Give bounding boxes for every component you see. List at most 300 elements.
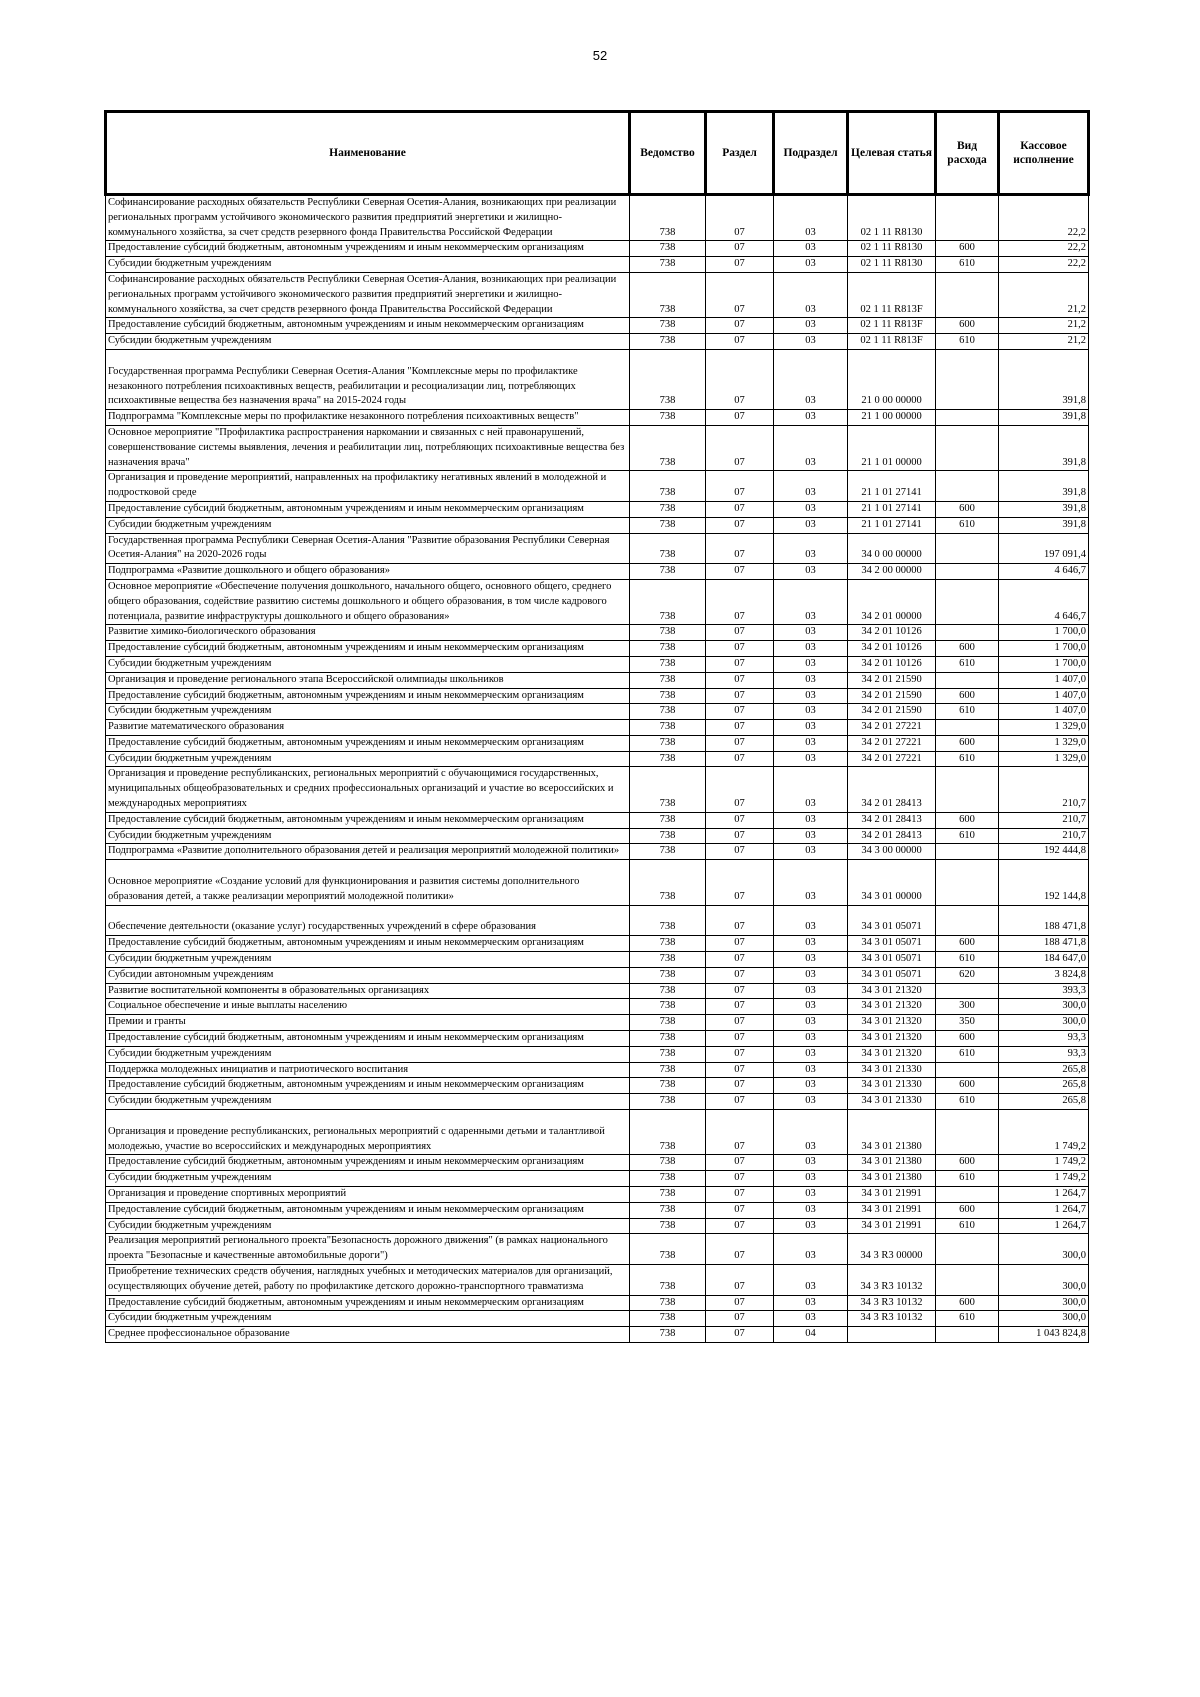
row-subsection: 03 <box>774 812 848 828</box>
table-row <box>106 1187 1089 1203</box>
table-row <box>106 767 1089 812</box>
table-row <box>106 720 1089 736</box>
row-subsection: 03 <box>774 704 848 720</box>
row-expense-type: 300 <box>936 999 999 1015</box>
row-department: 738 <box>630 1155 706 1171</box>
row-section: 07 <box>706 241 774 257</box>
row-section: 07 <box>706 1264 774 1295</box>
row-subsection: 03 <box>774 564 848 580</box>
row-expense-type: 610 <box>936 1311 999 1327</box>
row-section: 07 <box>706 1295 774 1311</box>
row-amount: 21,2 <box>999 318 1089 334</box>
row-subsection: 03 <box>774 1295 848 1311</box>
table-row <box>106 318 1089 334</box>
table-row <box>106 425 1089 470</box>
row-name: Субсидии бюджетным учреждениям <box>106 517 630 533</box>
row-subsection: 03 <box>774 579 848 624</box>
row-expense-type: 600 <box>936 1295 999 1311</box>
table-row <box>106 517 1089 533</box>
row-section: 07 <box>706 318 774 334</box>
row-amount: 1 407,0 <box>999 688 1089 704</box>
row-name: Реализация мероприятий регионального проекта"Безопасность дорожного движения" (в рамках национального проекта "Безопасные и качественные автомобильные дороги") <box>106 1234 630 1265</box>
table-row <box>106 1094 1089 1110</box>
row-department: 738 <box>630 1078 706 1094</box>
row-department: 738 <box>630 720 706 736</box>
row-expense-type <box>936 579 999 624</box>
row-section: 07 <box>706 767 774 812</box>
row-subsection: 03 <box>774 688 848 704</box>
row-amount: 93,3 <box>999 1031 1089 1047</box>
row-department: 738 <box>630 318 706 334</box>
row-subsection: 03 <box>774 1171 848 1187</box>
row-subsection: 03 <box>774 828 848 844</box>
page-number: 52 <box>592 48 608 63</box>
row-subsection: 03 <box>774 517 848 533</box>
table-row <box>106 983 1089 999</box>
row-department: 738 <box>630 1264 706 1295</box>
row-target-article: 34 2 01 27221 <box>848 720 936 736</box>
row-department: 738 <box>630 1327 706 1343</box>
table-row <box>106 905 1089 936</box>
row-department: 738 <box>630 257 706 273</box>
row-department: 738 <box>630 471 706 502</box>
row-subsection: 03 <box>774 1046 848 1062</box>
row-department: 738 <box>630 564 706 580</box>
row-section: 07 <box>706 656 774 672</box>
row-target-article: 34 2 01 21590 <box>848 688 936 704</box>
row-target-article: 34 2 01 10126 <box>848 656 936 672</box>
row-department: 738 <box>630 1094 706 1110</box>
row-expense-type <box>936 625 999 641</box>
row-expense-type <box>936 767 999 812</box>
row-section: 07 <box>706 1015 774 1031</box>
row-amount: 21,2 <box>999 334 1089 350</box>
row-department: 738 <box>630 1171 706 1187</box>
row-subsection: 03 <box>774 656 848 672</box>
row-section: 07 <box>706 625 774 641</box>
row-expense-type: 600 <box>936 1155 999 1171</box>
row-target-article: 34 2 01 28413 <box>848 767 936 812</box>
row-amount: 391,8 <box>999 425 1089 470</box>
row-amount: 1 329,0 <box>999 735 1089 751</box>
row-expense-type <box>936 1110 999 1155</box>
row-target-article: 34 3 01 21320 <box>848 1046 936 1062</box>
table-row <box>106 195 1089 241</box>
row-department: 738 <box>630 1234 706 1265</box>
row-amount: 1 264,7 <box>999 1187 1089 1203</box>
row-target-article: 34 3 01 05071 <box>848 905 936 936</box>
row-department: 738 <box>630 688 706 704</box>
row-section: 07 <box>706 1078 774 1094</box>
row-subsection: 03 <box>774 983 848 999</box>
row-name: Софинансирование расходных обязательств Республики Северная Осетия-Алания, возникающих при реализации региональных программ устойчивого экономического развития предприятий энергетики и жилищно-коммунального хозяйства, за счет средств резервного фонда Правительства Российской Федерации <box>106 272 630 317</box>
col-header-target-article: Целевая статья <box>848 112 936 195</box>
row-section: 07 <box>706 983 774 999</box>
row-subsection: 03 <box>774 860 848 905</box>
table-row <box>106 625 1089 641</box>
row-section: 07 <box>706 1218 774 1234</box>
row-target-article: 34 3 00 00000 <box>848 844 936 860</box>
row-section: 07 <box>706 1171 774 1187</box>
row-subsection: 03 <box>774 720 848 736</box>
row-amount: 4 646,7 <box>999 564 1089 580</box>
row-department: 738 <box>630 1031 706 1047</box>
row-department: 738 <box>630 272 706 317</box>
row-amount: 184 647,0 <box>999 952 1089 968</box>
row-target-article: 34 2 01 10126 <box>848 625 936 641</box>
row-amount: 1 329,0 <box>999 720 1089 736</box>
row-department: 738 <box>630 1187 706 1203</box>
row-amount: 1 407,0 <box>999 704 1089 720</box>
row-subsection: 03 <box>774 936 848 952</box>
row-amount: 1 700,0 <box>999 656 1089 672</box>
row-target-article: 34 2 01 21590 <box>848 704 936 720</box>
row-target-article: 34 3 01 21380 <box>848 1155 936 1171</box>
row-amount: 1 749,2 <box>999 1171 1089 1187</box>
row-section: 07 <box>706 828 774 844</box>
row-amount: 1 700,0 <box>999 641 1089 657</box>
row-subsection: 03 <box>774 533 848 564</box>
row-subsection: 03 <box>774 241 848 257</box>
row-target-article: 02 1 11 R813F <box>848 318 936 334</box>
row-section: 07 <box>706 1094 774 1110</box>
row-subsection: 03 <box>774 735 848 751</box>
budget-table <box>104 110 1090 1343</box>
row-name: Субсидии бюджетным учреждениям <box>106 1046 630 1062</box>
row-expense-type: 610 <box>936 656 999 672</box>
row-section: 07 <box>706 1031 774 1047</box>
row-amount: 265,8 <box>999 1078 1089 1094</box>
table-row <box>106 257 1089 273</box>
row-subsection: 03 <box>774 318 848 334</box>
row-expense-type: 600 <box>936 735 999 751</box>
row-amount: 210,7 <box>999 812 1089 828</box>
table-row <box>106 1078 1089 1094</box>
row-expense-type <box>936 272 999 317</box>
row-department: 738 <box>630 751 706 767</box>
row-name: Субсидии бюджетным учреждениям <box>106 952 630 968</box>
row-amount: 1 043 824,8 <box>999 1327 1089 1343</box>
row-section: 07 <box>706 751 774 767</box>
row-department: 738 <box>630 828 706 844</box>
row-name: Развитие воспитательной компоненты в образовательных организациях <box>106 983 630 999</box>
row-section: 07 <box>706 1202 774 1218</box>
row-section: 07 <box>706 720 774 736</box>
row-amount: 1 749,2 <box>999 1110 1089 1155</box>
row-department: 738 <box>630 983 706 999</box>
row-department: 738 <box>630 656 706 672</box>
row-name: Субсидии бюджетным учреждениям <box>106 1094 630 1110</box>
row-target-article: 34 3 01 21330 <box>848 1062 936 1078</box>
row-department: 738 <box>630 672 706 688</box>
row-expense-type: 610 <box>936 751 999 767</box>
row-section: 07 <box>706 967 774 983</box>
row-subsection: 03 <box>774 1218 848 1234</box>
row-target-article: 34 3 01 05071 <box>848 952 936 968</box>
row-expense-type: 610 <box>936 1218 999 1234</box>
row-section: 07 <box>706 517 774 533</box>
row-subsection: 03 <box>774 999 848 1015</box>
row-department: 738 <box>630 501 706 517</box>
row-amount: 265,8 <box>999 1094 1089 1110</box>
row-section: 07 <box>706 257 774 273</box>
col-header-expense-type: Вид расхода <box>936 112 999 195</box>
row-amount: 1 264,7 <box>999 1202 1089 1218</box>
row-expense-type: 610 <box>936 334 999 350</box>
row-amount: 210,7 <box>999 767 1089 812</box>
row-subsection: 03 <box>774 471 848 502</box>
row-target-article: 21 0 00 00000 <box>848 349 936 409</box>
row-target-article: 34 3 01 05071 <box>848 967 936 983</box>
row-section: 07 <box>706 533 774 564</box>
row-amount: 391,8 <box>999 501 1089 517</box>
row-name: Предоставление субсидий бюджетным, автономным учреждениям и иным некоммерческим организациям <box>106 812 630 828</box>
row-name: Предоставление субсидий бюджетным, автономным учреждениям и иным некоммерческим организациям <box>106 641 630 657</box>
row-name: Предоставление субсидий бюджетным, автономным учреждениям и иным некоммерческим организациям <box>106 1031 630 1047</box>
row-section: 07 <box>706 1234 774 1265</box>
row-amount: 391,8 <box>999 349 1089 409</box>
row-subsection: 03 <box>774 1264 848 1295</box>
row-section: 07 <box>706 1046 774 1062</box>
table-row <box>106 1311 1089 1327</box>
row-target-article: 34 2 01 10126 <box>848 641 936 657</box>
row-section: 07 <box>706 936 774 952</box>
row-subsection: 03 <box>774 952 848 968</box>
row-target-article: 21 1 00 00000 <box>848 410 936 426</box>
row-expense-type <box>936 471 999 502</box>
row-target-article: 34 3 01 00000 <box>848 860 936 905</box>
row-department: 738 <box>630 812 706 828</box>
table-row <box>106 688 1089 704</box>
row-subsection: 03 <box>774 1094 848 1110</box>
row-subsection: 03 <box>774 672 848 688</box>
row-target-article: 34 3 R3 10132 <box>848 1311 936 1327</box>
row-subsection: 03 <box>774 195 848 241</box>
row-name: Государственная программа Республики Северная Осетия-Алания "Развитие образования Республики Северная Осетия-Алания" на 2020-2026 годы <box>106 533 630 564</box>
row-department: 738 <box>630 625 706 641</box>
row-name: Основное мероприятие «Создание условий для функционирования и развития системы дополнительного образования детей, а также реализации мероприятий молодежной политики» <box>106 860 630 905</box>
row-name: Развитие математического образования <box>106 720 630 736</box>
row-section: 07 <box>706 735 774 751</box>
table-row <box>106 1202 1089 1218</box>
row-expense-type <box>936 195 999 241</box>
row-name: Предоставление субсидий бюджетным, автономным учреждениям и иным некоммерческим организациям <box>106 1155 630 1171</box>
row-subsection: 03 <box>774 1110 848 1155</box>
row-expense-type: 610 <box>936 1094 999 1110</box>
row-expense-type <box>936 672 999 688</box>
row-expense-type <box>936 533 999 564</box>
row-expense-type <box>936 1062 999 1078</box>
row-amount: 300,0 <box>999 999 1089 1015</box>
row-target-article: 21 1 01 00000 <box>848 425 936 470</box>
row-expense-type: 610 <box>936 1171 999 1187</box>
row-section: 07 <box>706 641 774 657</box>
row-subsection: 03 <box>774 272 848 317</box>
row-department: 738 <box>630 241 706 257</box>
row-expense-type: 610 <box>936 517 999 533</box>
row-target-article: 02 1 11 R813F <box>848 272 936 317</box>
row-name: Предоставление субсидий бюджетным, автономным учреждениям и иным некоммерческим организациям <box>106 501 630 517</box>
row-section: 07 <box>706 334 774 350</box>
row-amount: 22,2 <box>999 195 1089 241</box>
row-name: Государственная программа Республики Северная Осетия-Алания "Комплексные меры по профилактике незаконного потребления психоактивных веществ, реабилитации и ресоциализации лиц, потребляющих психоактивные вещества без назначения врача" на 2015-2024 годы <box>106 349 630 409</box>
table-row <box>106 844 1089 860</box>
row-department: 738 <box>630 1015 706 1031</box>
row-target-article: 02 1 11 R8130 <box>848 241 936 257</box>
row-section: 07 <box>706 999 774 1015</box>
row-amount: 1 407,0 <box>999 672 1089 688</box>
row-name: Субсидии автономным учреждениям <box>106 967 630 983</box>
row-section: 07 <box>706 952 774 968</box>
row-name: Приобретение технических средств обучения, наглядных учебных и методических материалов для организаций, осуществляющих обучение детей, работу по профилактике детского дорожно-транспортного травматизма <box>106 1264 630 1295</box>
row-amount: 300,0 <box>999 1295 1089 1311</box>
row-amount: 22,2 <box>999 257 1089 273</box>
row-subsection: 03 <box>774 1234 848 1265</box>
row-expense-type: 600 <box>936 1202 999 1218</box>
row-name: Предоставление субсидий бюджетным, автономным учреждениям и иным некоммерческим организациям <box>106 1202 630 1218</box>
row-department: 738 <box>630 1311 706 1327</box>
row-department: 738 <box>630 1110 706 1155</box>
row-expense-type: 600 <box>936 501 999 517</box>
table-row <box>106 656 1089 672</box>
table-row <box>106 1218 1089 1234</box>
row-section: 07 <box>706 905 774 936</box>
row-name: Организация и проведение мероприятий, направленных на профилактику негативных явлений в молодежной и подростковой среде <box>106 471 630 502</box>
row-target-article: 34 2 01 21590 <box>848 672 936 688</box>
row-amount: 391,8 <box>999 471 1089 502</box>
table-row <box>106 349 1089 409</box>
row-expense-type: 610 <box>936 1046 999 1062</box>
row-department: 738 <box>630 860 706 905</box>
row-department: 738 <box>630 1218 706 1234</box>
row-section: 07 <box>706 272 774 317</box>
row-department: 738 <box>630 517 706 533</box>
row-name: Социальное обеспечение и иные выплаты населению <box>106 999 630 1015</box>
row-expense-type: 600 <box>936 1031 999 1047</box>
row-section: 07 <box>706 564 774 580</box>
row-name: Развитие химико-биологического образования <box>106 625 630 641</box>
row-name: Основное мероприятие «Обеспечение получения дошкольного, начального общего, основного общего, среднего общего образования, содействие развитию системы дошкольного и общего образования, в том числе кадрового потенциала, развитие инфраструктуры дошкольного и общего образования» <box>106 579 630 624</box>
table-row <box>106 241 1089 257</box>
row-expense-type <box>936 1327 999 1343</box>
table-row <box>106 672 1089 688</box>
row-section: 07 <box>706 579 774 624</box>
row-expense-type: 600 <box>936 812 999 828</box>
row-target-article: 34 3 01 21320 <box>848 999 936 1015</box>
row-expense-type <box>936 410 999 426</box>
row-name: Предоставление субсидий бюджетным, автономным учреждениям и иным некоммерческим организациям <box>106 735 630 751</box>
row-amount: 93,3 <box>999 1046 1089 1062</box>
row-target-article: 34 3 01 05071 <box>848 936 936 952</box>
table-row <box>106 751 1089 767</box>
row-subsection: 03 <box>774 641 848 657</box>
row-amount: 300,0 <box>999 1311 1089 1327</box>
row-target-article: 34 3 01 21380 <box>848 1110 936 1155</box>
row-section: 07 <box>706 860 774 905</box>
table-row <box>106 564 1089 580</box>
table-row <box>106 1062 1089 1078</box>
row-subsection: 03 <box>774 410 848 426</box>
row-expense-type: 610 <box>936 828 999 844</box>
row-name: Предоставление субсидий бюджетным, автономным учреждениям и иным некоммерческим организациям <box>106 936 630 952</box>
table-row <box>106 704 1089 720</box>
row-expense-type <box>936 905 999 936</box>
row-section: 07 <box>706 195 774 241</box>
row-section: 07 <box>706 1327 774 1343</box>
row-subsection: 03 <box>774 1311 848 1327</box>
row-department: 738 <box>630 349 706 409</box>
row-department: 738 <box>630 425 706 470</box>
row-target-article: 34 3 01 21320 <box>848 1031 936 1047</box>
row-name: Организация и проведение республиканских, региональных мероприятий с одаренными детьми и талантливой молодежью, участие во всероссийских и международных мероприятиях <box>106 1110 630 1155</box>
row-department: 738 <box>630 767 706 812</box>
row-target-article: 34 3 01 21330 <box>848 1078 936 1094</box>
row-department: 738 <box>630 1295 706 1311</box>
row-section: 07 <box>706 1110 774 1155</box>
row-section: 07 <box>706 1062 774 1078</box>
row-target-article: 34 3 01 21991 <box>848 1218 936 1234</box>
table-row <box>106 952 1089 968</box>
row-subsection: 03 <box>774 257 848 273</box>
row-department: 738 <box>630 844 706 860</box>
row-amount: 188 471,8 <box>999 905 1089 936</box>
row-expense-type: 600 <box>936 241 999 257</box>
row-subsection: 03 <box>774 767 848 812</box>
row-department: 738 <box>630 704 706 720</box>
row-target-article: 34 2 01 00000 <box>848 579 936 624</box>
row-name: Основное мероприятие "Профилактика распространения наркомании и связанных с ней правонарушений, совершенствование системы выявления, лечения и реабилитации лиц, потребляющих психоактивные вещества без назначения врача" <box>106 425 630 470</box>
row-target-article: 21 1 01 27141 <box>848 517 936 533</box>
row-expense-type: 600 <box>936 318 999 334</box>
table-row <box>106 1031 1089 1047</box>
row-target-article: 34 3 01 21991 <box>848 1202 936 1218</box>
row-department: 738 <box>630 999 706 1015</box>
table-row <box>106 410 1089 426</box>
row-target-article: 34 2 01 28413 <box>848 812 936 828</box>
row-section: 07 <box>706 812 774 828</box>
table-row <box>106 533 1089 564</box>
table-row <box>106 272 1089 317</box>
row-department: 738 <box>630 1062 706 1078</box>
row-section: 07 <box>706 844 774 860</box>
row-amount: 197 091,4 <box>999 533 1089 564</box>
table-row <box>106 936 1089 952</box>
row-amount: 192 144,8 <box>999 860 1089 905</box>
row-department: 738 <box>630 410 706 426</box>
table-row <box>106 1015 1089 1031</box>
row-name: Поддержка молодежных инициатив и патриотического воспитания <box>106 1062 630 1078</box>
row-expense-type <box>936 1264 999 1295</box>
row-target-article: 34 3 01 21330 <box>848 1094 936 1110</box>
row-department: 738 <box>630 952 706 968</box>
row-target-article: 02 1 11 R8130 <box>848 257 936 273</box>
row-name: Организация и проведение спортивных мероприятий <box>106 1187 630 1203</box>
row-amount: 192 444,8 <box>999 844 1089 860</box>
row-name: Субсидии бюджетным учреждениям <box>106 334 630 350</box>
row-amount: 1 749,2 <box>999 1155 1089 1171</box>
row-subsection: 03 <box>774 751 848 767</box>
row-amount: 3 824,8 <box>999 967 1089 983</box>
row-subsection: 04 <box>774 1327 848 1343</box>
row-name: Субсидии бюджетным учреждениям <box>106 751 630 767</box>
table-row <box>106 334 1089 350</box>
row-target-article: 02 1 11 R8130 <box>848 195 936 241</box>
row-department: 738 <box>630 533 706 564</box>
row-target-article: 34 3 01 21320 <box>848 983 936 999</box>
row-expense-type: 610 <box>936 704 999 720</box>
row-subsection: 03 <box>774 1015 848 1031</box>
row-subsection: 03 <box>774 1202 848 1218</box>
